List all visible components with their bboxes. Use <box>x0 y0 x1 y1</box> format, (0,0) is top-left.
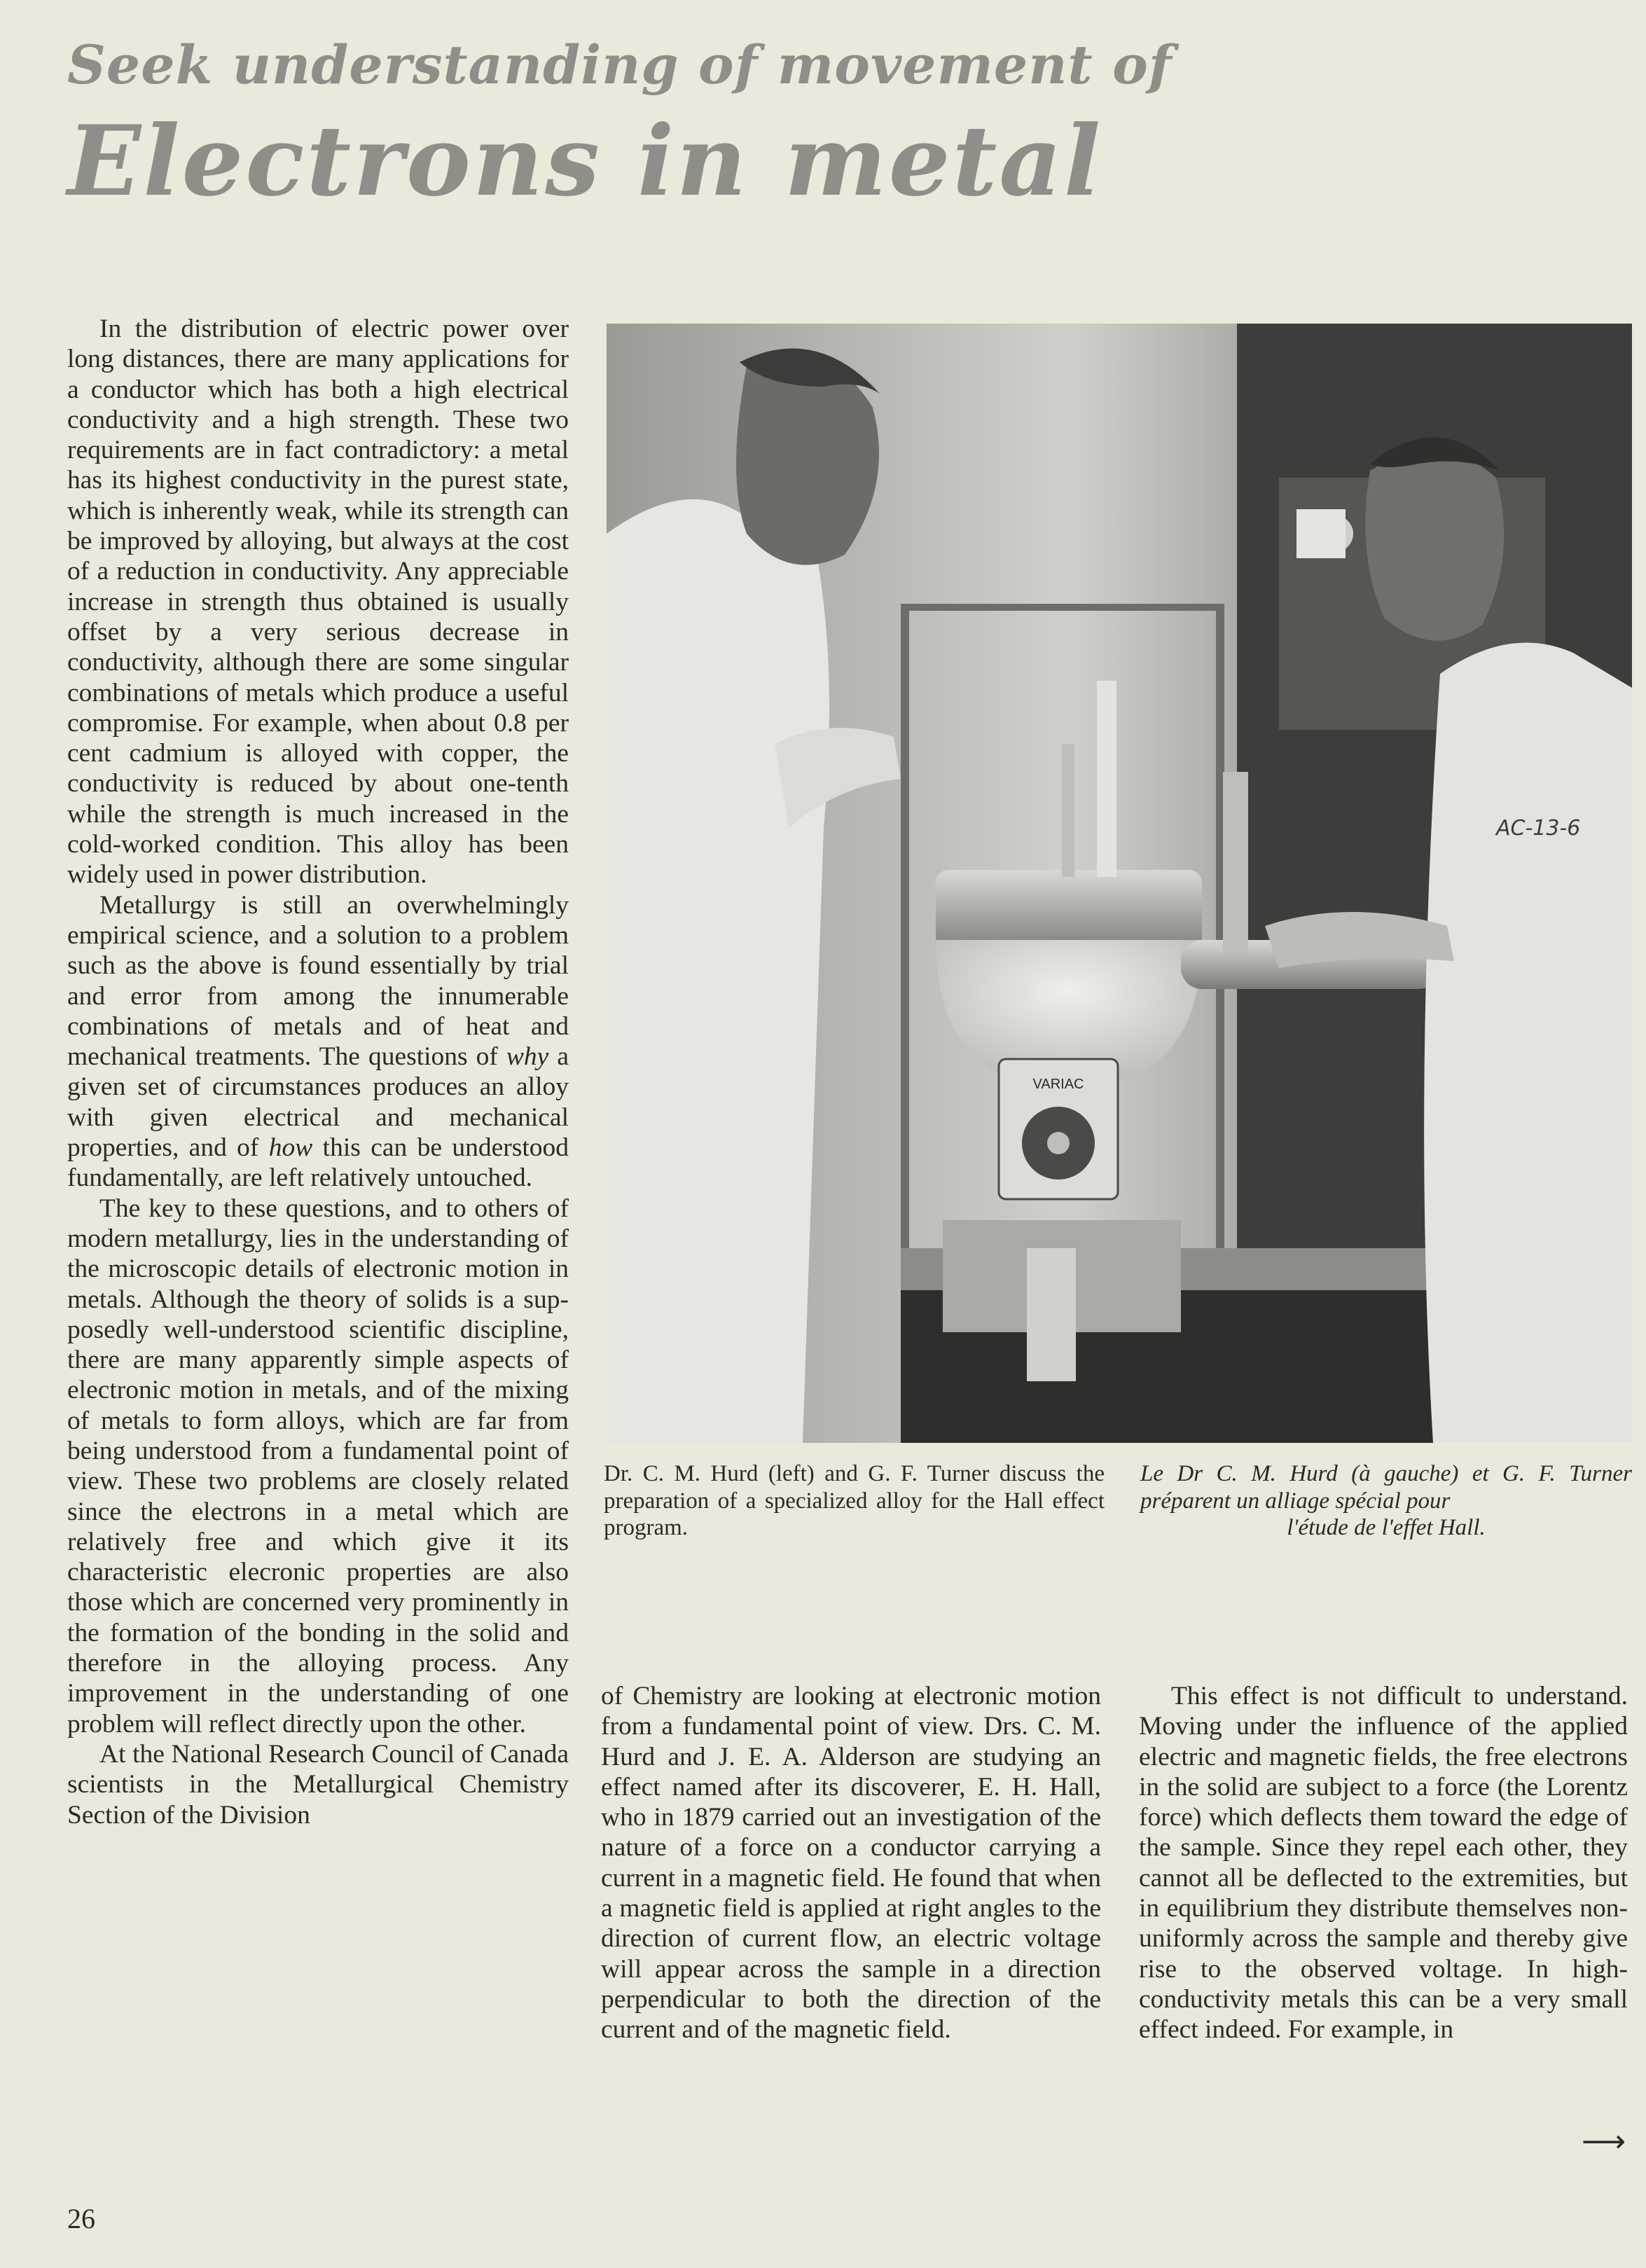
emphasis: how <box>268 1133 313 1163</box>
paragraph <box>67 1739 569 1830</box>
coat-label: AC-13-6 <box>1496 816 1581 841</box>
lab-photo-illustration <box>607 324 1632 1443</box>
text-run: At the National Research Council of Canada scientists in the Metallurgical Chemistry Section of the Division <box>67 1739 569 1830</box>
text-run: The key to these questions, and to others of modern metallurgy, lies in the understanding of the microscopic details of electronic motion in metals. Although the theory of solids is a supposedly well-understood scientific discipline, there are many apparently simple aspects of electronic motion in metals, and of the mixing of metals to form alloys, which are far from being understood from a fundamental point of view. These two problems are closely related since the electrons in a metal which are relatively free and which give it its characteristic elecronic properties are also those which are concerned very prominently in the formation of the bonding in the solid and therefore in the alloying process. Any improvement in the understanding of one problem will reflect directly upon the other. <box>67 1194 569 1738</box>
text-run: In the distribution of electric power over long distances, there are many applications for a conductor which has both a high electrical conductivity and a high strength. These two requirements are in fact contradictory: a metal has its highest conductivity in the purest state, which is inherently weak, while its strength can be improved by alloying, but always at the cost of a reduction in conductivity. Any appreciable increase in strength thus obtained is usually offset by a very serious decrease in conductivity, although there are some singular combinations of metals which produce a useful compromise. For example, when about 0.8 per cent cadmium is alloyed with copper, the conductivity is reduced by about one-tenth while the strength is much increased in the cold-worked condition. This alloy has been widely used in power distribution. <box>67 314 569 890</box>
page-number: 26 <box>67 2203 95 2234</box>
text-run: this can be understood fundamentally, are left relatively untouched. <box>67 1133 569 1193</box>
body-column-right <box>1139 1681 1628 2045</box>
paragraph <box>67 1194 569 1739</box>
variac-label: VARIAC <box>1032 1077 1084 1092</box>
caption-french-line-1: Le Dr C. M. Hurd (à gauche) et G. F. Turner préparent un alliage spécial pour <box>1140 1461 1632 1514</box>
headline-line-1: Seek understanding of movement of <box>67 34 1173 96</box>
body-column-middle <box>601 1681 1101 2045</box>
headline-line-2: Electrons in metal <box>67 104 1103 218</box>
text-run: Metallurgy is still an overwhelmingly empirical science, and a solution to a problem such as the above is found essentially by trial and error from among the innumerable combinations of metals and of heat and mechanical treatments. The questions of <box>67 890 569 1072</box>
continuation-arrow: ⟶ <box>1582 2124 1626 2159</box>
paragraph <box>67 890 569 1194</box>
body-column-left <box>67 314 569 1830</box>
paragraph: of Chemistry are looking at electronic motion from a fundamental point of view. Drs. C. M. Hurd and J. E. A. Alderson are studying an effect named after its discoverer, E. H. Hall, who in 1879 carried out an investigation of the nature of a force on a conductor carrying a current in a magnetic field. He found that when a magnetic field is applied at right angles to the direction of current flow, an electric voltage will appear across the sample in a direction perpendicular to both the direction of the current and of the magnetic field. <box>601 1682 1101 2045</box>
photograph <box>607 324 1632 1443</box>
caption-english: Dr. C. M. Hurd (left) and G. F. Turner discuss the preparation of a specialized alloy for the Hall effect program. <box>604 1461 1105 1540</box>
paragraph <box>67 314 569 890</box>
caption-french-line-2: l'étude de l'effet Hall. <box>1287 1515 1486 1540</box>
text-run: a given set of circumstances produces an alloy with given electrical and mechanical properties, and of <box>67 1042 569 1163</box>
caption-french <box>1140 1460 1632 1542</box>
emphasis: why <box>506 1042 549 1072</box>
paragraph: This effect is not difficult to understand. Moving under the influence of the applied electric and magnetic fields, the free electrons in the solid are subject to a force (the Lorentz force) which deflects them toward the edge of the sample. Since they repel each other, they cannot all be deflected to the extremities, but in equilibrium they distribute themselves non-uniformly across the sample and thereby give rise to the observed voltage. In high-conductivity metals this can be a very small effect indeed. For example, in <box>1139 1682 1628 2045</box>
